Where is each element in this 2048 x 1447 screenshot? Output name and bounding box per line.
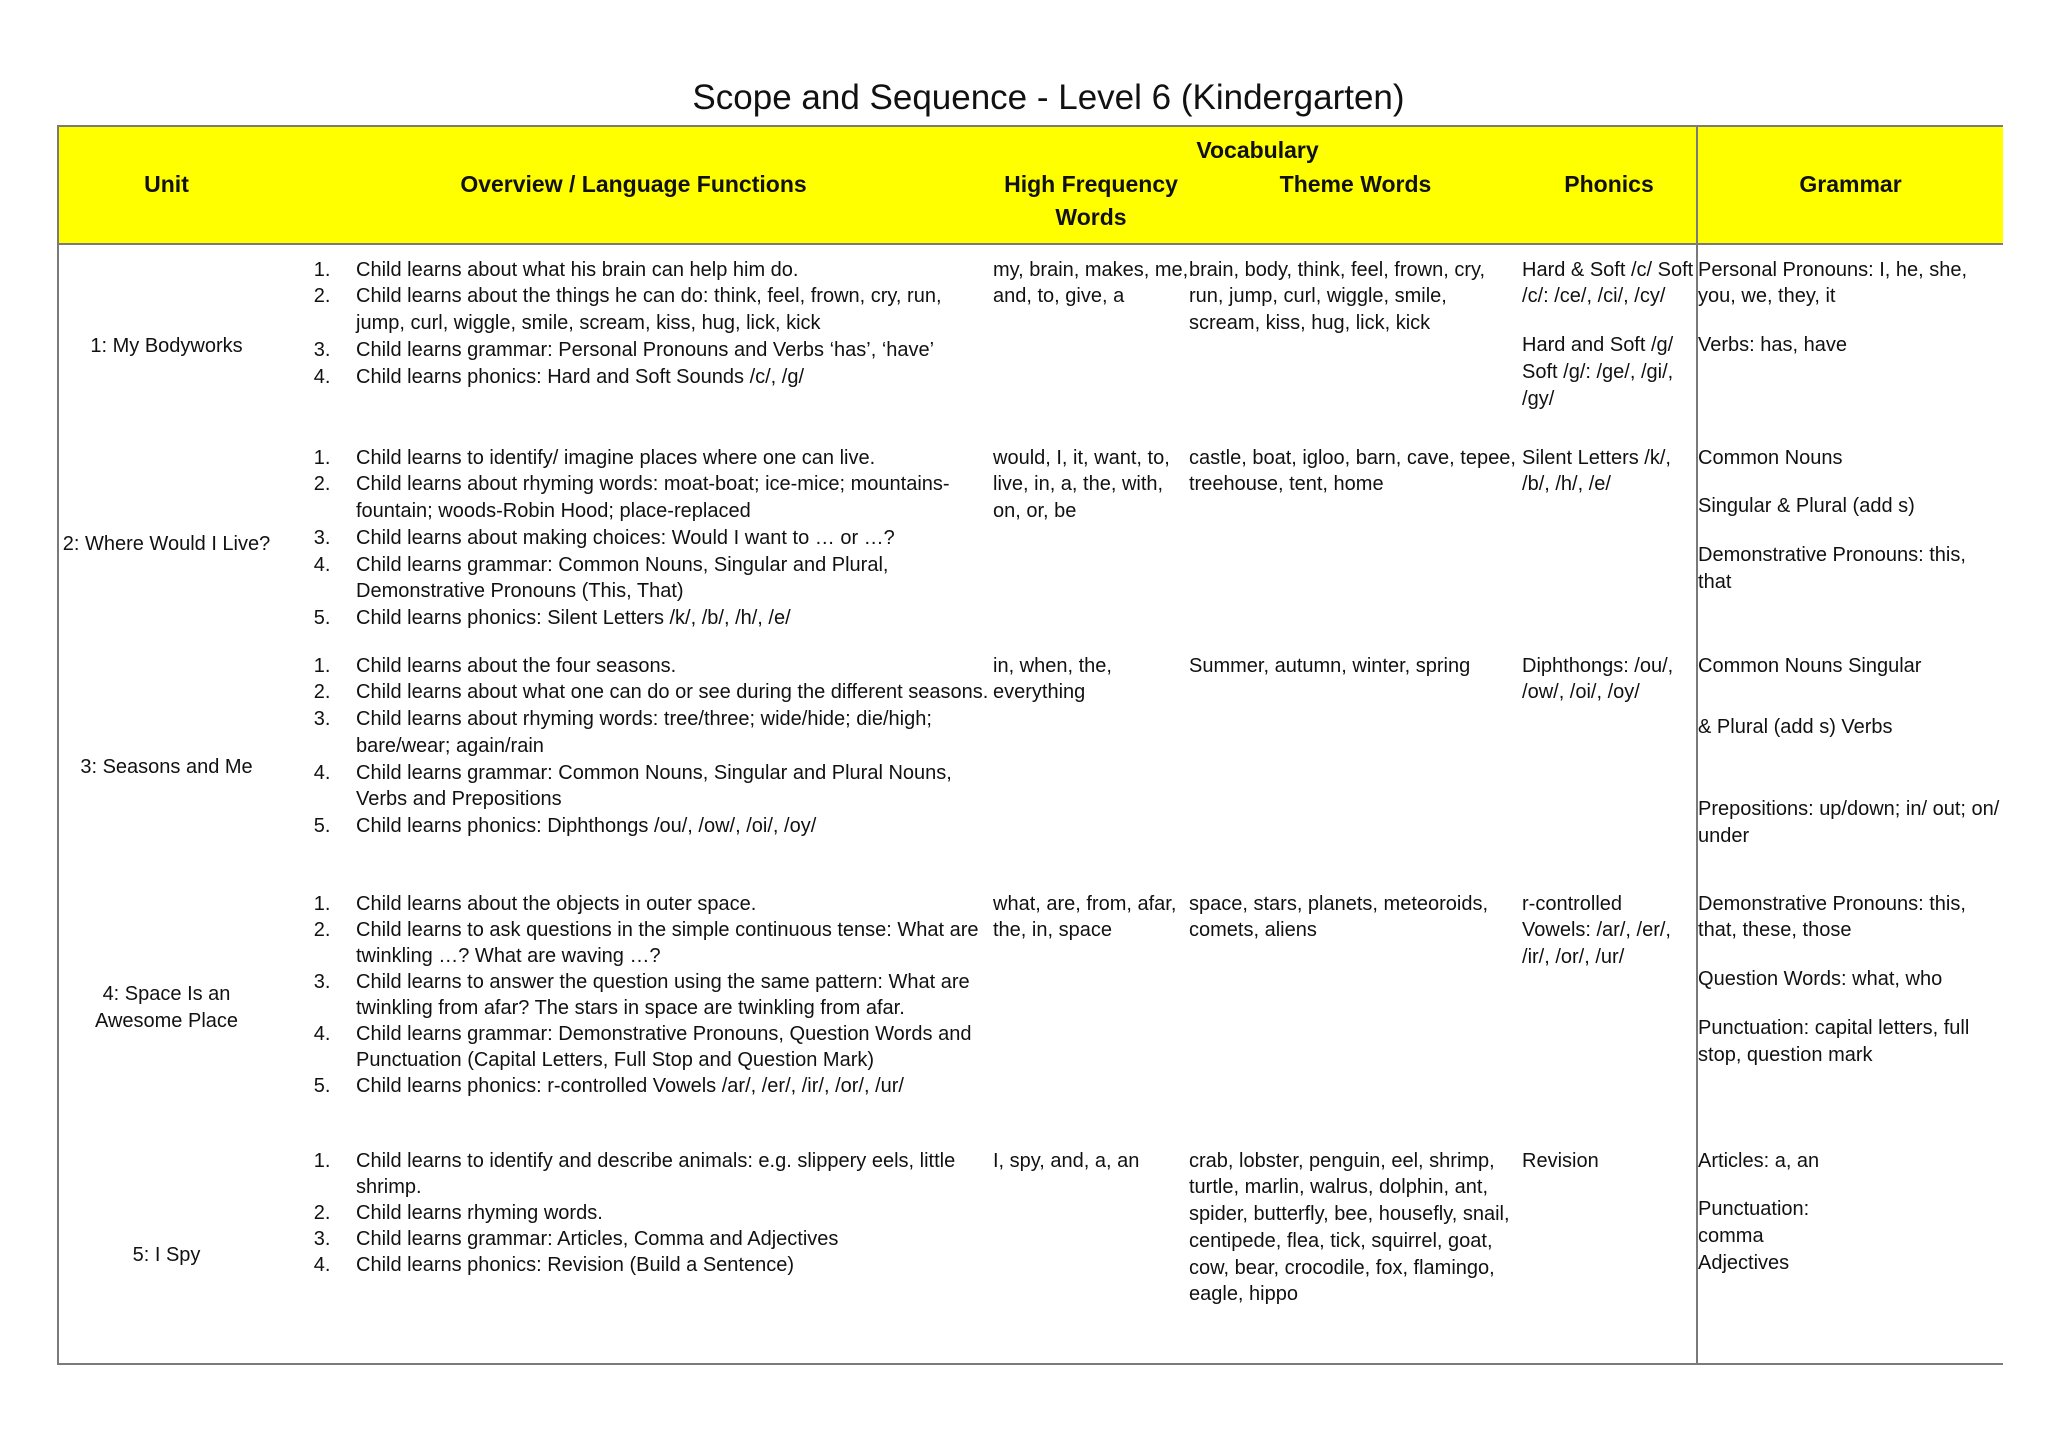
grammar-cell xyxy=(1697,437,2003,645)
list-item: 4. Child learns grammar: Demonstrative Pronouns, Question Words and Punctuation (Capital Letters, Full Stop and Question Mark) xyxy=(336,1021,993,1073)
list-item: 3. Child learns grammar: Articles, Comma and Adjectives xyxy=(336,1226,993,1252)
list-item: 2. Child learns to ask questions in the simple continuous tense: What are twinkling …? What are waving …? xyxy=(336,917,993,969)
unit-cell: 5: I Spy xyxy=(58,1126,274,1364)
phonics-cell xyxy=(1522,645,1697,883)
grammar-item: & Plural (add s) Verbs xyxy=(1698,716,1893,739)
theme-words-cell: brain, body, think, feel, frown, cry, run, jump, curl, wiggle, smile, scream, kiss, hug, lick, kick xyxy=(1189,258,1486,335)
list-item: 1. Child learns about the four seasons. xyxy=(336,653,993,680)
theme-words-cell: space, stars, planets, meteoroids, comets, aliens xyxy=(1189,892,1489,942)
table-row xyxy=(58,645,2003,883)
list-item: 3. Child learns about rhyming words: tree/three; wide/hide; die/high; bare/wear; again/rain xyxy=(336,706,993,760)
header-phonics: Phonics xyxy=(1522,126,1697,244)
theme-words-cell: crab, lobster, penguin, eel, shrimp, turtle, marlin, walrus, dolphin, ant, spider, butterfly, bee, housefly, snail, centipede, flea, tick, squirrel, goat, cow, bear, crocodile, fox, flamingo, eagle, hippo xyxy=(1189,1126,1522,1364)
high-frequency-cell: I, spy, and, a, an xyxy=(993,1126,1189,1364)
grammar-cell xyxy=(1697,244,2003,437)
overview-cell xyxy=(274,244,993,437)
header-theme-words: Theme Words xyxy=(1189,166,1522,244)
grammar-item: Common Nouns Singular xyxy=(1698,654,1922,677)
overview-cell xyxy=(274,883,993,1126)
unit-cell: 1: My Bodyworks xyxy=(58,244,274,437)
grammar-item: Punctuation: comma xyxy=(1698,1198,1810,1248)
theme-words-cell: castle, boat, igloo, barn, cave, tepee, treehouse, tent, home xyxy=(1189,446,1516,496)
high-frequency-cell: would, I, it, want, to, live, in, a, the, with, on, or, be xyxy=(993,446,1170,523)
list-item: 2. Child learns rhyming words. xyxy=(336,1200,993,1226)
list-item: 4. Child learns grammar: Common Nouns, Singular and Plural, Demonstrative Pronouns (This, That) xyxy=(336,552,993,606)
phonics-item: Silent Letters /k/, /b/, /h/, /e/ xyxy=(1522,446,1671,496)
unit-cell: 4: Space Is an Awesome Place xyxy=(58,883,274,1126)
unit-cell: 2: Where Would I Live? xyxy=(58,437,274,645)
list-item: 1. Child learns about what his brain can help him do. xyxy=(336,257,993,284)
grammar-cell xyxy=(1697,883,2003,1126)
header-high-frequency-words: High Frequency Words xyxy=(993,166,1189,244)
phonics-cell xyxy=(1522,883,1697,1126)
phonics-cell xyxy=(1522,244,1697,437)
table-row xyxy=(58,1126,2003,1364)
list-item: 3. Child learns about making choices: Would I want to … or …? xyxy=(336,525,993,552)
grammar-item: Common Nouns xyxy=(1698,446,1843,469)
page-title: Scope and Sequence - Level 6 (Kindergarten) xyxy=(692,78,1405,117)
list-item: 3. Child learns to answer the question using the same pattern: What are twinkling from afar? The stars in space are twinkling from afar. xyxy=(336,969,993,1021)
overview-list xyxy=(274,891,993,1099)
table-row xyxy=(58,437,2003,645)
list-item: 5. Child learns phonics: Silent Letters /k/, /b/, /h/, /e/ xyxy=(336,605,993,632)
scope-sequence-table xyxy=(57,125,2003,1365)
list-item: 5. Child learns phonics: Diphthongs /ou/, /ow/, /oi/, /oy/ xyxy=(336,813,993,840)
table-row xyxy=(58,244,2003,437)
header-overview: Overview / Language Functions xyxy=(274,126,993,244)
overview-list xyxy=(274,653,993,841)
theme-words-cell: Summer, autumn, winter, spring xyxy=(1189,654,1471,677)
grammar-item: Verbs: has, have xyxy=(1698,334,1847,357)
phonics-item: Diphthongs: /ou/, /ow/, /oi/, /oy/ xyxy=(1522,654,1674,704)
table-header xyxy=(58,126,2003,244)
phonics-item: Hard and Soft /g/ Soft /g/: /ge/, /gi/, /gy/ xyxy=(1522,334,1674,410)
list-item: 4. Child learns phonics: Hard and Soft Sounds /c/, /g/ xyxy=(336,364,993,391)
grammar-cell xyxy=(1697,645,2003,883)
list-item: 3. Child learns grammar: Personal Pronouns and Verbs ‘has’, ‘have’ xyxy=(336,337,993,364)
grammar-item: Personal Pronouns: I, he, she, you, we, they, it xyxy=(1698,258,1968,308)
overview-list xyxy=(274,257,993,391)
grammar-item: Singular & Plural (add s) xyxy=(1698,495,1915,518)
overview-cell xyxy=(274,645,993,883)
table-row xyxy=(58,883,2003,1126)
header-vocabulary: Vocabulary xyxy=(993,126,1522,166)
grammar-item: Prepositions: up/down; in/ out; on/ under xyxy=(1698,798,2000,847)
grammar-item: Demonstrative Pronouns: this, that, these, those xyxy=(1698,892,1966,942)
phonics-item: Revision xyxy=(1522,1149,1599,1172)
list-item: 5. Child learns phonics: r-controlled Vowels /ar/, /er/, /ir/, /or/, /ur/ xyxy=(336,1073,993,1099)
list-item: 2. Child learns about what one can do or see during the different seasons. xyxy=(336,679,993,706)
list-item: 4. Child learns grammar: Common Nouns, Singular and Plural Nouns, Verbs and Prepositions xyxy=(336,760,993,814)
list-item: 4. Child learns phonics: Revision (Build a Sentence) xyxy=(336,1252,993,1278)
high-frequency-cell: my, brain, makes, me, and, to, give, a xyxy=(993,258,1189,308)
overview-list xyxy=(274,1148,993,1278)
overview-list xyxy=(274,445,993,633)
list-item: 1. Child learns about the objects in outer space. xyxy=(336,891,993,917)
unit-cell: 3: Seasons and Me xyxy=(58,645,274,883)
grammar-item: Punctuation: capital letters, full stop, question mark xyxy=(1698,1016,1970,1066)
grammar-cell xyxy=(1697,1126,2003,1364)
phonics-item: r-controlled Vowels: /ar/, /er/, /ir/, /or/, /ur/ xyxy=(1522,892,1671,969)
high-frequency-cell: what, are, from, afar, the, in, space xyxy=(993,892,1177,942)
phonics-cell xyxy=(1522,1126,1697,1364)
phonics-item: Hard & Soft /c/ Soft /c/: /ce/, /ci/, /cy/ xyxy=(1522,258,1694,308)
grammar-item: Demonstrative Pronouns: this, that xyxy=(1698,544,1966,593)
header-unit: Unit xyxy=(58,126,274,244)
high-frequency-cell: in, when, the, everything xyxy=(993,654,1112,704)
list-item: 2. Child learns about the things he can do: think, feel, frown, cry, run, jump, curl, wiggle, smile, scream, kiss, hug, lick, kick xyxy=(336,283,993,337)
overview-cell xyxy=(274,437,993,645)
list-item: 2. Child learns about rhyming words: moat-boat; ice-mice; mountains-fountain; woods-Robin Hood; place-replaced xyxy=(336,471,993,525)
grammar-item: Question Words: what, who xyxy=(1698,968,1943,991)
grammar-item: Articles: a, an xyxy=(1698,1149,1820,1172)
overview-cell xyxy=(274,1126,993,1364)
list-item: 1. Child learns to identify and describe animals: e.g. slippery eels, little shrimp. xyxy=(336,1148,993,1200)
phonics-cell xyxy=(1522,437,1697,645)
grammar-item: Adjectives xyxy=(1698,1251,1790,1274)
list-item: 1. Child learns to identify/ imagine places where one can live. xyxy=(336,445,993,472)
header-grammar: Grammar xyxy=(1697,126,2003,244)
